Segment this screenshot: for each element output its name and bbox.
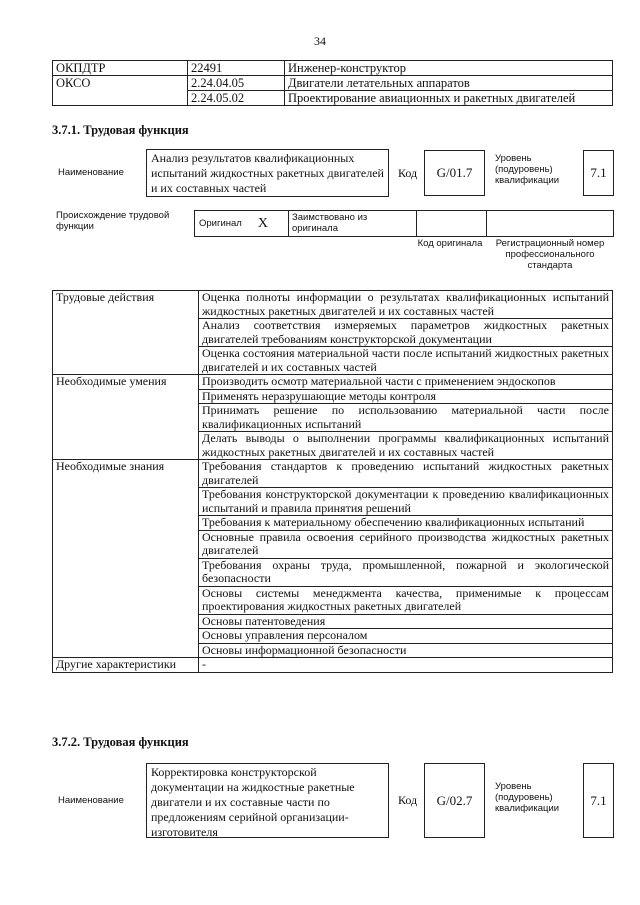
table-row <box>53 76 613 91</box>
origin-label: Происхождение трудовой функции <box>56 210 170 232</box>
classifier-codes-table <box>52 60 613 106</box>
list-item: - <box>199 658 613 673</box>
code-name: Инженер-конструктор <box>285 61 613 76</box>
borrowed-cell: Заимствовано из оригинала <box>289 211 417 236</box>
function-name-box: Корректировка конструкторской документации на жидкостные ракетные двигатели и их составные части по предложениям серийной организации-изготовителя <box>146 763 389 838</box>
list-item: Делать выводы о выполнении программы квалификационных испытаний жидкостных ракетных двигателей и их составных частей <box>199 432 613 460</box>
code-type: ОКСО <box>53 76 188 106</box>
origin-row <box>194 210 614 237</box>
list-item: Производить осмотр материальной части с применением эндоскопов <box>199 375 613 390</box>
code-name: Двигатели летательных аппаратов <box>285 76 613 91</box>
function-details-table <box>52 290 613 673</box>
function-name-box: Анализ результатов квалификационных испытаний жидкостных ракетных двигателей и их составных частей <box>146 149 389 197</box>
function-code-box: G/01.7 <box>424 150 485 196</box>
list-item: Основы системы менеджмента качества, применимые к процессам проектирования жидкостных ракетных двигателей <box>199 586 613 614</box>
list-item: Применять неразрушающие методы контроля <box>199 389 613 404</box>
code-name: Проектирование авиационных и ракетных двигателей <box>285 91 613 106</box>
section-heading: 3.7.1. Трудовая функция <box>52 123 189 137</box>
section-label: Другие характеристики <box>53 658 199 673</box>
name-label: Наименование <box>58 795 124 806</box>
list-item: Оценка полноты информации о результатах квалификационных испытаний жидкостных ракетных двигателей и их составных частей <box>199 291 613 319</box>
code-value: 22491 <box>188 61 285 76</box>
level-box: 7.1 <box>583 150 614 196</box>
code-type: ОКПДТР <box>53 61 188 76</box>
section-label: Трудовые действия <box>53 291 199 375</box>
level-label: Уровень (подуровень) квалификации <box>495 781 560 814</box>
section-heading: 3.7.2. Трудовая функция <box>52 735 189 749</box>
section-label: Необходимые умения <box>53 375 199 460</box>
original-mark: X <box>257 215 268 231</box>
section-label: Необходимые знания <box>53 460 199 658</box>
code-label: Код <box>398 793 418 807</box>
list-item: Требования охраны труда, промышленной, пожарной и экологической безопасности <box>199 558 613 586</box>
reg-number-caption: Регистрационный номер профессионального стандарта <box>495 238 605 271</box>
code-label: Код <box>398 166 418 180</box>
name-label: Наименование <box>58 167 124 178</box>
list-item: Анализ соответствия измеряемых параметров жидкостных ракетных двигателей требованиям конструкторской документации <box>199 319 613 347</box>
list-item: Требования конструкторской документации к проведению квалификационных испытаний и правила принятия решений <box>199 488 613 516</box>
list-item: Основы информационной безопасности <box>199 643 613 658</box>
code-value: 2.24.05.02 <box>188 91 285 106</box>
function-code-box: G/02.7 <box>424 763 485 838</box>
original-cell <box>195 211 289 236</box>
list-item: Основы управления персоналом <box>199 629 613 644</box>
table-row <box>53 61 613 76</box>
level-label: Уровень (подуровень) квалификации <box>495 153 560 186</box>
code-original-caption: Код оригинала <box>417 238 483 249</box>
code-value: 2.24.04.05 <box>188 76 285 91</box>
page-number: 34 <box>314 34 326 48</box>
list-item: Принимать решение по использованию материальной части после квалификационных испытаний <box>199 404 613 432</box>
list-item: Оценка состояния материальной части после испытаний жидкостных ракетных двигателей и их составных частей <box>199 347 613 375</box>
list-item: Требования к материальному обеспечению квалификационных испытаний <box>199 516 613 531</box>
list-item: Основы патентоведения <box>199 614 613 629</box>
reg-number-cell <box>487 211 613 236</box>
list-item: Основные правила освоения серийного производства жидкостных ракетных двигателей <box>199 530 613 558</box>
original-label: Оригинал <box>199 218 242 229</box>
level-box: 7.1 <box>583 763 614 838</box>
code-original-cell <box>417 211 487 236</box>
list-item: Требования стандартов к проведению испытаний жидкостных ракетных двигателей <box>199 460 613 488</box>
